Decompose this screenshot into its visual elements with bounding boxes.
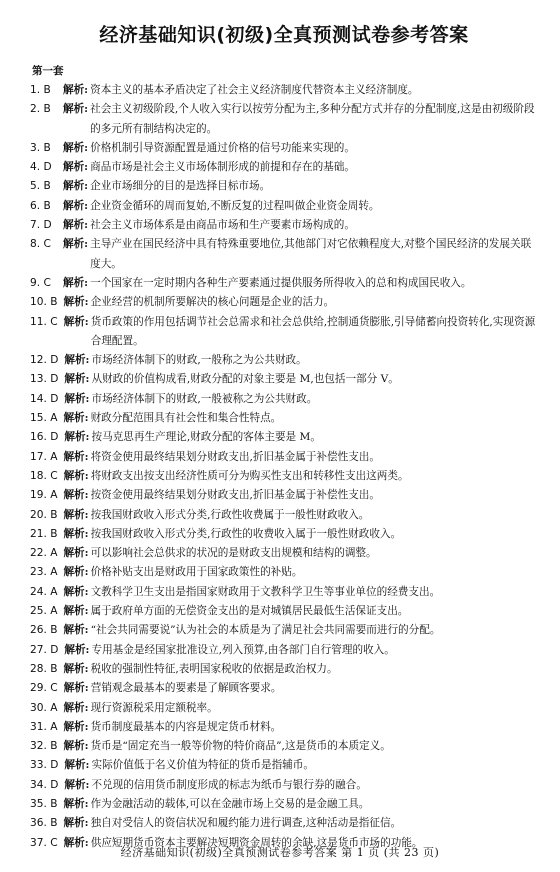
answer-number: 3. B	[30, 141, 51, 154]
analysis-label: 解析:	[63, 489, 89, 502]
analysis-label: 解析:	[63, 701, 89, 714]
answer-number: 27. D	[30, 643, 59, 656]
answer-number: 9. C	[30, 276, 51, 289]
analysis-text: 文教科学卫生支出是指国家财政用于文教科学卫生等事业单位的经费支出。	[90, 585, 441, 598]
analysis-text: “社会共同需要说”认为社会的本质是为了满足社会共同需要而进行的分配。	[90, 624, 441, 637]
analysis-text: 社会主义市场体系是由商品市场和生产要素市场构成的。	[90, 219, 355, 232]
analysis-text: 营销观念最基本的要素是了解顾客要求。	[90, 682, 282, 695]
answer-item	[30, 660, 538, 679]
analysis-text: 企业市场细分的目的是选择目标市场。	[90, 180, 271, 193]
analysis-label: 解析:	[63, 585, 89, 598]
section-heading: 第一套	[32, 65, 64, 77]
analysis-label: 解析:	[63, 547, 89, 560]
page-footer: 经济基础知识(初级)全真预测试卷参考答案 第 1 页 (共 23 页)	[120, 846, 440, 859]
answer-item	[30, 409, 538, 428]
analysis-text: 企业资金循环的周而复始,不断反复的过程叫做企业资金周转。	[90, 199, 380, 212]
answer-number: 20. B	[30, 508, 58, 521]
answer-number: 18. C	[30, 469, 58, 482]
analysis-label: 解析:	[63, 296, 89, 309]
answer-number: 16. D	[30, 431, 59, 444]
answer-number: 17. A	[30, 450, 58, 463]
answer-item	[30, 81, 538, 100]
answer-number: 29. C	[30, 682, 58, 695]
answer-item	[30, 486, 538, 505]
analysis-text: 按资金使用最终结果划分财政支出,折旧基金属于补偿性支出。	[90, 489, 380, 502]
analysis-label: 解析:	[64, 431, 90, 444]
answer-number: 14. D	[30, 392, 59, 405]
analysis-label: 解析:	[63, 527, 89, 540]
analysis-text: 税收的强制性特征,表明国家税收的依据是政治权力。	[90, 662, 338, 675]
analysis-text: 市场经济体制下的财政,一般被称之为公共财政。	[91, 392, 318, 405]
answer-number: 5. B	[30, 180, 51, 193]
analysis-text: 货币制度最基本的内容是规定货币材料。	[90, 720, 282, 733]
analysis-text: 价格机制引导资源配置是通过价格的信号功能来实现的。	[90, 141, 355, 154]
answer-item	[30, 197, 538, 216]
analysis-label: 解析:	[63, 508, 89, 521]
analysis-text: 从财政的价值构成看,财政分配的对象主要是 M,也包括一部分 V。	[91, 373, 399, 386]
answer-item	[30, 621, 538, 640]
analysis-text: 社会主义初级阶段,个人收入实行以按劳分配为主,多种分配方式并存的分配制度,这是由初级阶段的多元所有制结构决定的。	[90, 103, 535, 135]
answer-number: 6. B	[30, 199, 51, 212]
analysis-label: 解析:	[63, 103, 89, 116]
analysis-text: 可以影响社会总供求的状况的是财政支出规模和结构的调整。	[90, 547, 377, 560]
analysis-text: 财政分配范围具有社会性和集合性特点。	[90, 412, 282, 425]
answer-number: 37. C	[30, 836, 58, 849]
analysis-text: 独自对受信人的资信状况和履约能力进行调查,这种活动是指征信。	[90, 817, 402, 830]
answer-item	[30, 235, 538, 274]
analysis-label: 解析:	[63, 161, 89, 174]
analysis-label: 解析:	[63, 412, 89, 425]
analysis-text: 市场经济体制下的财政,一般称之为公共财政。	[91, 354, 307, 367]
answer-item	[30, 583, 538, 602]
answer-item	[30, 351, 538, 370]
answer-list	[30, 81, 538, 853]
answer-item	[30, 679, 538, 698]
analysis-label: 解析:	[64, 373, 90, 386]
answer-item	[30, 776, 538, 795]
answer-number: 10. B	[30, 296, 58, 309]
analysis-label: 解析:	[63, 141, 89, 154]
answer-item	[30, 756, 538, 775]
answer-number: 4. D	[30, 161, 52, 174]
analysis-label: 解析:	[63, 238, 89, 251]
analysis-label: 解析:	[63, 180, 89, 193]
answer-number: 30. A	[30, 701, 58, 714]
answer-number: 31. A	[30, 720, 58, 733]
answer-item	[30, 795, 538, 814]
analysis-label: 解析:	[63, 199, 89, 212]
analysis-label: 解析:	[63, 315, 89, 328]
answer-number: 19. A	[30, 489, 58, 502]
analysis-text: 资本主义的基本矛盾决定了社会主义经济制度代替资本主义经济制度。	[90, 84, 419, 96]
analysis-label: 解析:	[64, 392, 90, 405]
answer-number: 1. B	[30, 84, 51, 96]
answer-item	[30, 525, 538, 544]
analysis-label: 解析:	[63, 740, 89, 753]
analysis-label: 解析:	[63, 276, 89, 289]
analysis-label: 解析:	[64, 759, 90, 772]
analysis-label: 解析:	[63, 682, 89, 695]
analysis-text: 不兑现的信用货币制度形成的标志为纸币与银行券的融合。	[91, 778, 367, 791]
analysis-text: 专用基金是经国家批准设立,列入预算,由各部门自行管理的收入。	[91, 643, 395, 656]
answer-number: 35. B	[30, 797, 58, 810]
answer-item	[30, 177, 538, 196]
answer-number: 28. B	[30, 662, 58, 675]
answer-number: 25. A	[30, 605, 58, 618]
answer-item	[30, 216, 538, 235]
analysis-label: 解析:	[63, 797, 89, 810]
page-title: 经济基础知识(初级)全真预测试卷参考答案	[99, 24, 469, 46]
answer-number: 22. A	[30, 547, 58, 560]
answer-item	[30, 139, 538, 158]
analysis-label: 解析:	[63, 219, 89, 232]
analysis-text: 价格补贴支出是财政用于国家政策性的补贴。	[90, 566, 303, 579]
answer-item	[30, 390, 538, 409]
answer-item	[30, 370, 538, 389]
answer-number: 8. C	[30, 238, 51, 251]
analysis-text: 将财政支出按支出经济性质可分为购买性支出和转移性支出这两类。	[90, 469, 409, 482]
analysis-label: 解析:	[63, 605, 89, 618]
analysis-label: 解析:	[64, 778, 90, 791]
answer-item	[30, 641, 538, 660]
answer-number: 23. A	[30, 566, 58, 579]
analysis-text: 商品市场是社会主义市场体制形成的前提和存在的基础。	[90, 161, 355, 174]
analysis-text: 货币政策的作用包括调节社会总需求和社会总供给,控制通货膨胀,引导储蓄向投资转化,实现资源合理配置。	[90, 315, 536, 347]
answer-number: 24. A	[30, 585, 58, 598]
analysis-label: 解析:	[63, 566, 89, 579]
analysis-text: 现行资源税采用定额税率。	[90, 701, 218, 714]
answer-number: 12. D	[30, 354, 59, 367]
answer-item	[30, 158, 538, 177]
answer-item	[30, 100, 538, 139]
answer-number: 21. B	[30, 527, 58, 540]
answer-item	[30, 467, 538, 486]
analysis-text: 按我国财政收入形式分类,行政性收费属于一般性财政收入。	[90, 508, 370, 521]
answer-item	[30, 293, 538, 312]
answer-number: 11. C	[30, 315, 58, 328]
answer-number: 34. D	[30, 778, 59, 791]
answer-item	[30, 699, 538, 718]
analysis-text: 企业经营的机制所要解决的核心问题是企业的活力。	[90, 296, 335, 309]
analysis-label: 解析:	[63, 662, 89, 675]
analysis-label: 解析:	[63, 836, 89, 849]
analysis-label: 解析:	[63, 817, 89, 830]
answer-item	[30, 814, 538, 833]
analysis-text: 作为金融活动的载体,可以在金融市场上交易的是金融工具。	[90, 797, 370, 810]
answer-item	[30, 428, 538, 447]
analysis-label: 解析:	[63, 720, 89, 733]
answer-number: 36. B	[30, 817, 58, 830]
analysis-label: 解析:	[63, 624, 89, 637]
answer-number: 7. D	[30, 219, 52, 232]
analysis-label: 解析:	[63, 84, 89, 96]
answer-item	[30, 313, 538, 352]
analysis-text: 主导产业在国民经济中具有特殊重要地位,其他部门对它依赖程度大,对整个国民经济的发展关联度大。	[90, 238, 532, 270]
analysis-text: 按我国财政收入形式分类,行政性的收费收入属于一般性财政收入。	[90, 527, 402, 540]
answer-number: 13. D	[30, 373, 59, 386]
analysis-label: 解析:	[63, 469, 89, 482]
analysis-label: 解析:	[64, 643, 90, 656]
answer-item	[30, 448, 538, 467]
answer-item	[30, 274, 538, 293]
analysis-label: 解析:	[63, 450, 89, 463]
answer-item	[30, 544, 538, 563]
answer-number: 26. B	[30, 624, 58, 637]
analysis-text: 实际价值低于名义价值为特征的货币是指辅币。	[91, 759, 314, 772]
answer-item	[30, 602, 538, 621]
analysis-text: 按马克思再生产理论,财政分配的客体主要是 M。	[91, 431, 321, 444]
analysis-text: 将资金使用最终结果划分财政支出,折旧基金属于补偿性支出。	[90, 450, 380, 463]
answer-number: 2. B	[30, 103, 51, 116]
analysis-text: 属于政府单方面的无偿资金支出的是对城镇居民最低生活保证支出。	[90, 605, 409, 618]
answer-number: 32. B	[30, 740, 58, 753]
analysis-text: 供应短期货币资本主要解决短期资金周转的余缺,这是货币市场的功能。	[90, 836, 423, 849]
answer-number: 15. A	[30, 412, 58, 425]
answer-number: 33. D	[30, 759, 59, 772]
answer-item	[30, 506, 538, 525]
answer-item	[30, 563, 538, 582]
analysis-text: 货币是“固定充当一般等价物的特价商品”,这是货币的本质定义。	[90, 740, 391, 753]
answer-item	[30, 718, 538, 737]
answer-item	[30, 737, 538, 756]
analysis-text: 一个国家在一定时期内各种生产要素通过提供服务所得收入的总和构成国民收入。	[90, 276, 472, 289]
analysis-label: 解析:	[64, 354, 90, 367]
